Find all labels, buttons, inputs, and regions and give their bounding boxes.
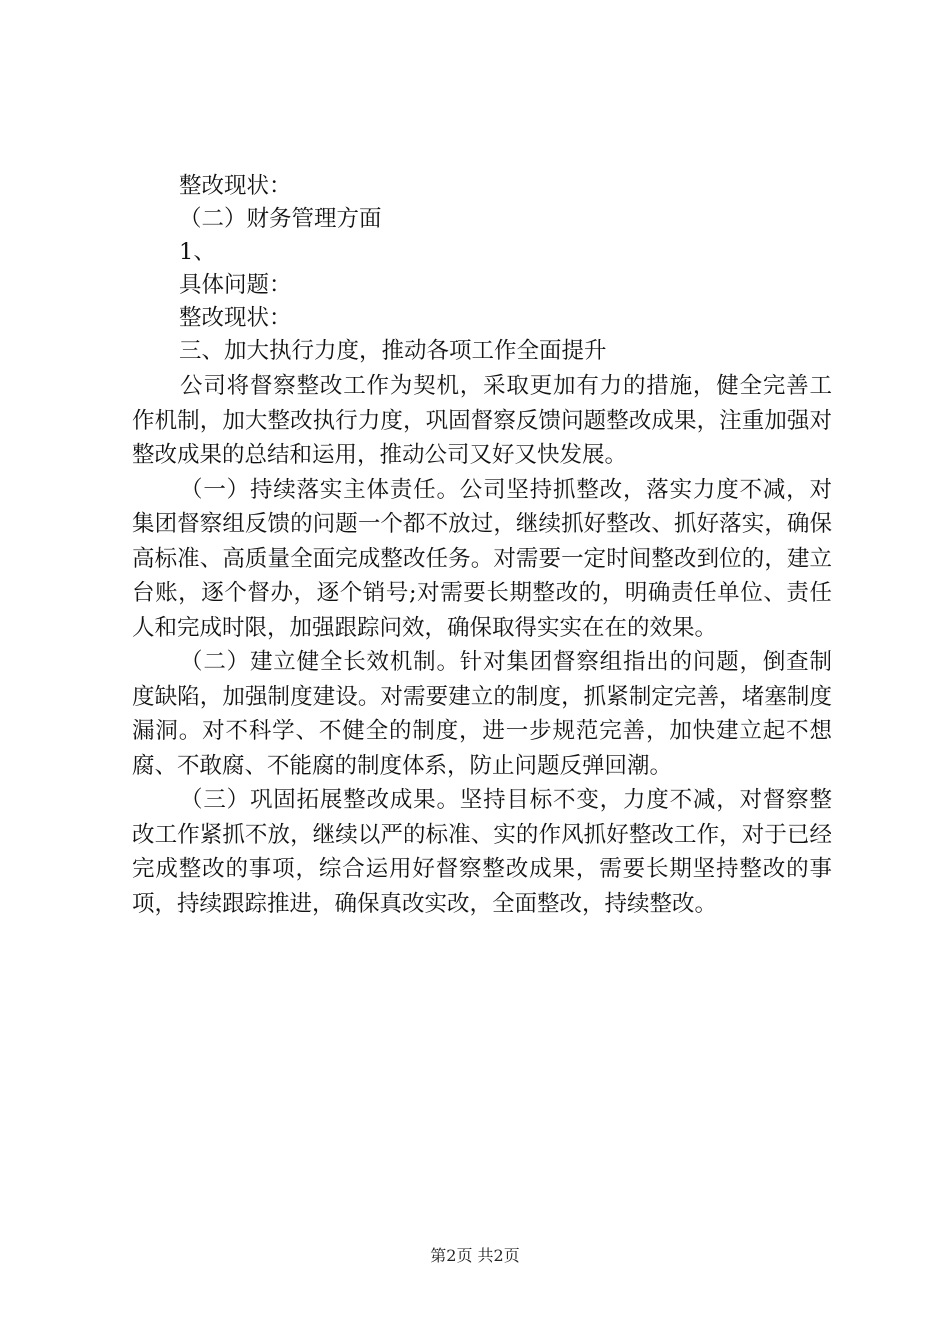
paragraph-mechanism: （二）建立健全长效机制。针对集团督察组指出的问题，倒查制度缺陷，加强制度建设。对需要建立的制度，抓紧制定完善，堵塞制度漏洞。对不科学、不健全的制度，进一步规范完善，加快建立起不想腐、不敢腐、不能腐的制度体系，防止问题反弹回潮。 — [132, 649, 832, 779]
line-rectification-status-2: 整改现状： — [179, 305, 292, 331]
paragraph-intro: 公司将督察整改工作为契机，采取更加有力的措施，健全完善工作机制，加大整改执行力度，巩固督察反馈问题整改成果，注重加强对整改成果的总结和运用，推动公司又好又快发展。 — [132, 373, 832, 468]
line-rectification-status: 整改现状： — [179, 173, 292, 199]
section-heading-three: 三、加大执行力度，推动各项工作全面提升 — [179, 338, 607, 364]
line-item-number: 1、 — [179, 239, 216, 265]
line-finance-management-heading: （二）财务管理方面 — [179, 206, 382, 232]
paragraph-responsibility: （一）持续落实主体责任。公司坚持抓整改，落实力度不减，对集团督察组反馈的问题一个都不放过，继续抓好整改、抓好落实，确保高标准、高质量全面完成整改任务。对需要一定时间整改到位的，建立台账，逐个督办，逐个销号;对需要长期整改的，明确责任单位、责任人和完成时限，加强跟踪问效，确保取得实实在在的效果。 — [132, 476, 832, 641]
line-specific-issues: 具体问题： — [179, 272, 292, 298]
paragraph-consolidation: （三）巩固拓展整改成果。坚持目标不变，力度不减，对督察整改工作紧抓不放，继续以严的标准、实的作风抓好整改工作，对于已经完成整改的事项，综合运用好督察整改成果，需要长期坚持整改的事项，持续跟踪推进，确保真改实改，全面整改，持续整改。 — [132, 787, 832, 917]
document-body — [132, 170, 832, 921]
page-number-footer: 第2页 共2页 — [430, 1246, 520, 1265]
